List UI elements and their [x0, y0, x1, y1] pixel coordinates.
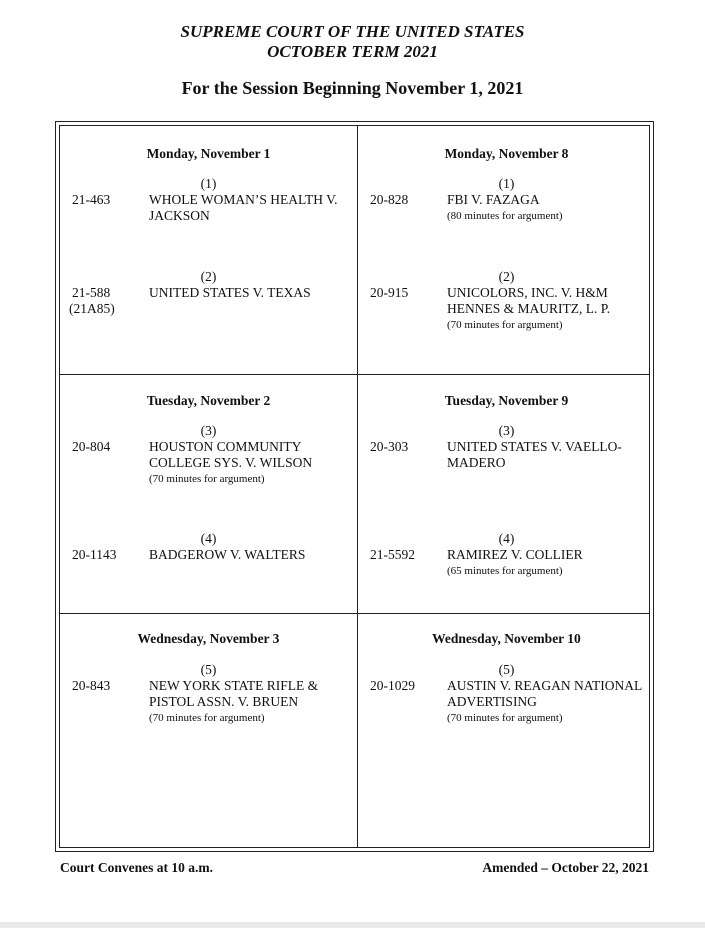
case-number: (3): [200, 423, 217, 438]
docket-number: 20-804: [72, 439, 111, 454]
case-number: (4): [498, 531, 515, 546]
case-number: (1): [498, 176, 515, 191]
session-title: For the Session Beginning November 1, 2021: [181, 78, 524, 98]
case-title: UNITED STATES V. VAELLO-MADERO: [447, 439, 622, 470]
case-number: (3): [498, 423, 515, 438]
case-number: (5): [200, 662, 217, 677]
case-title: HOUSTON COMMUNITY COLLEGE SYS. V. WILSON (70 minutes for argument): [149, 439, 354, 487]
docket-number: 20-828: [370, 192, 409, 207]
argument-time-note: (70 minutes for argument): [149, 473, 265, 485]
docket-number: 21-463: [72, 192, 111, 207]
docket-number: 21-588: [72, 285, 111, 300]
case-title: NEW YORK STATE RIFLE & PISTOL ASSN. V. BRUEN (70 minutes for argument): [149, 678, 354, 726]
case-number: (1): [200, 176, 217, 191]
argument-time-note: (70 minutes for argument): [447, 319, 563, 331]
row-divider: [60, 613, 649, 614]
term-name: OCTOBER TERM 2021: [267, 42, 438, 61]
day-heading: Wednesday, November 10: [432, 631, 581, 646]
calendar-grid: [55, 121, 654, 852]
argument-time-note: (70 minutes for argument): [447, 712, 563, 724]
docket-number: 20-1143: [72, 547, 117, 562]
case-title: UNICOLORS, INC. V. H&M HENNES & MAURITZ, L. P. (70 minutes for argument): [447, 285, 652, 333]
day-heading: Monday, November 8: [444, 146, 569, 161]
argument-time-note: (65 minutes for argument): [447, 565, 563, 577]
day-heading: Tuesday, November 9: [444, 393, 569, 408]
court-name: SUPREME COURT OF THE UNITED STATES: [180, 22, 525, 41]
docket-number: 21-5592: [370, 547, 415, 562]
docket-number: 20-303: [370, 439, 409, 454]
case-number: (4): [200, 531, 217, 546]
case-number: (2): [200, 269, 217, 284]
column-divider: [357, 126, 358, 847]
case-title: WHOLE WOMAN’S HEALTH V. JACKSON: [149, 192, 338, 223]
amended-date: Amended – October 22, 2021: [482, 860, 649, 875]
case-title: RAMIREZ V. COLLIER (65 minutes for argument): [447, 547, 652, 579]
day-heading: Tuesday, November 2: [146, 393, 271, 408]
case-title: BADGEROW V. WALTERS: [149, 547, 306, 562]
argument-time-note: (70 minutes for argument): [149, 712, 265, 724]
docket-number: 20-915: [370, 285, 409, 300]
docket-number: 20-1029: [370, 678, 415, 693]
case-title: AUSTIN V. REAGAN NATIONAL ADVERTISING (70 minutes for argument): [447, 678, 652, 726]
row-divider: [60, 374, 649, 375]
day-heading: Wednesday, November 3: [137, 631, 280, 646]
application-number: (21A85): [69, 301, 115, 316]
day-heading: Monday, November 1: [146, 146, 271, 161]
case-number: (5): [498, 662, 515, 677]
convene-time: Court Convenes at 10 a.m.: [60, 860, 213, 875]
page-edge: [0, 922, 705, 928]
docket-number: 20-843: [72, 678, 111, 693]
case-number: (2): [498, 269, 515, 284]
argument-time-note: (80 minutes for argument): [447, 210, 563, 222]
case-title: FBI V. FAZAGA (80 minutes for argument): [447, 192, 652, 224]
case-title: UNITED STATES V. TEXAS: [149, 285, 311, 300]
